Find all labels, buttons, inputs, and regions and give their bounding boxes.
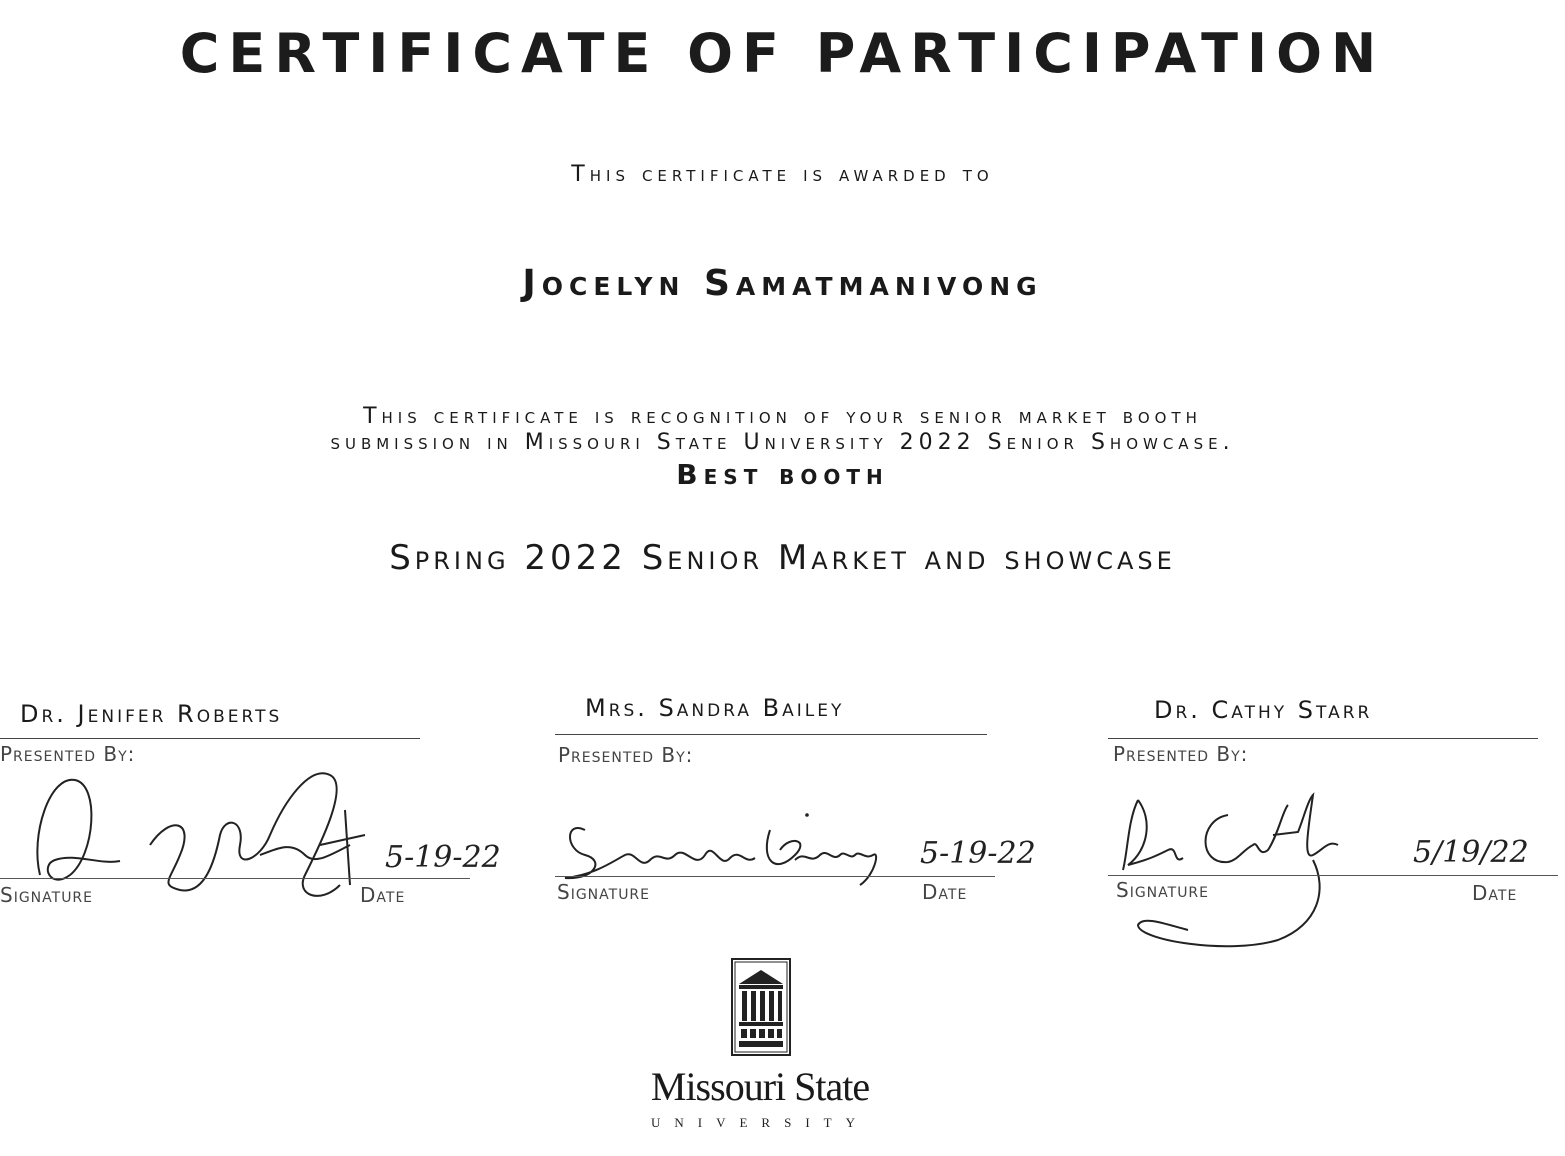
certificate-title: CERTIFICATE OF PARTICIPATION (179, 22, 1386, 85)
signature-label: Signature (1116, 878, 1210, 902)
name-underline (0, 738, 420, 739)
presented-by-label: Presented By: (1113, 742, 1249, 766)
signature-date: 5-19-22 (920, 836, 1036, 871)
date-label: Date (922, 880, 968, 904)
logo-wordmark: Missouri State (650, 1064, 870, 1109)
presented-by-label: Presented By: (0, 742, 136, 766)
recipient-name: Jocelyn Samatmanivong (522, 263, 1043, 304)
signature-line (555, 876, 995, 877)
award-name: Best booth (676, 458, 889, 491)
event-name: Spring 2022 Senior Market and showcase (389, 538, 1176, 578)
logo-subtitle: UNIVERSITY (651, 1115, 869, 1130)
signature-label: Signature (557, 880, 651, 904)
signature-block-bailey (555, 690, 1035, 920)
name-underline (555, 734, 987, 735)
name-underline (1108, 738, 1538, 739)
recognition-line-1: This certificate is recognition of your senior market booth (363, 404, 1202, 429)
recognition-line-2: submission in Missouri State University 2022 Senior Showcase. (330, 430, 1235, 455)
signature-block-starr (1108, 690, 1563, 960)
signature-block-roberts (0, 690, 501, 920)
awarded-to-label: This certificate is awarded to (571, 162, 994, 187)
signature-date: 5/19/22 (1413, 835, 1529, 870)
signatory-name: Dr. Jenifer Roberts (20, 700, 283, 728)
signatory-name: Dr. Cathy Starr (1154, 696, 1373, 724)
presented-by-label: Presented By: (558, 743, 694, 767)
signature-label: Signature (0, 883, 94, 907)
signature-line (1108, 875, 1558, 876)
building-columns-icon (731, 958, 791, 1056)
date-label: Date (360, 883, 406, 907)
signature-line (0, 878, 470, 879)
university-logo (600, 955, 920, 1145)
date-label: Date (1472, 881, 1518, 905)
signature-date: 5-19-22 (385, 840, 501, 875)
signatory-name: Mrs. Sandra Bailey (585, 694, 845, 722)
